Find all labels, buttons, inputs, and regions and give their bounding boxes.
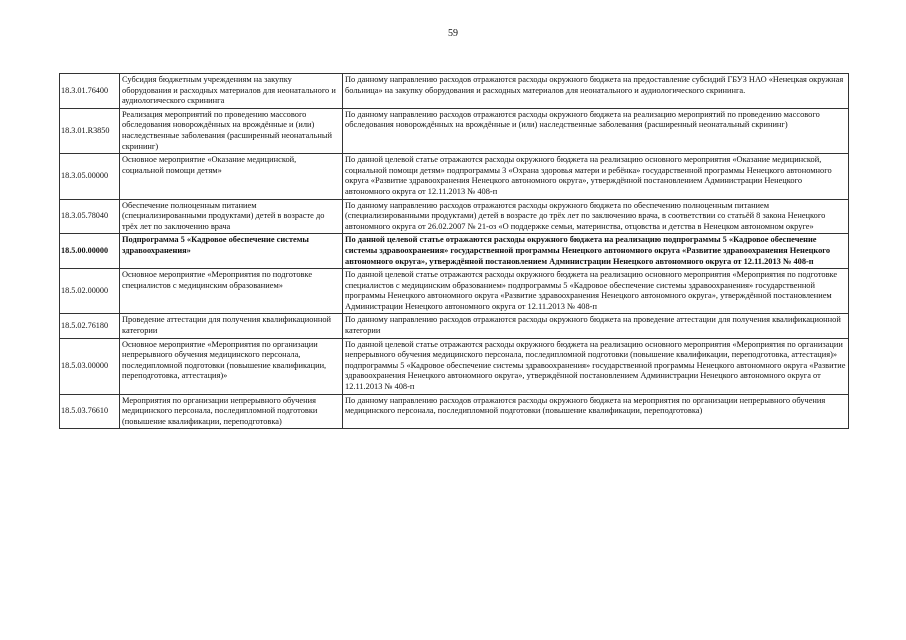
table-row <box>60 269 849 314</box>
row-code: 18.5.03.00000 <box>60 338 120 394</box>
row-description: По данной целевой статье отражаются расходы окружного бюджета на реализацию подпрограммы 5 «Кадровое обеспечение системы здравоохранения» государственной программы Ненецкого автономного округа «Развитие здравоохранения Ненецкого автономного округа», утверждённой постановлением Администрации Ненецкого автономного округа от 12.11.2013 № 408-п <box>343 234 849 269</box>
table-body <box>60 74 849 429</box>
row-name: Субсидия бюджетным учреждениям на закупку оборудования и расходных материалов для неонатального и аудиологического скрининга <box>120 74 343 109</box>
row-description: По данному направлению расходов отражаются расходы окружного бюджета по обеспечению полноценным питанием (специализированными продуктами) детей в возрасте до трёх лет по заключению врача, в соответствии со статьёй 8 закона Ненецкого автономного округа от 26.02.2007 № 21-оз «О поддержке семьи, материнства, отцовства и детства в Ненецком автономном округе» <box>343 199 849 234</box>
row-description: По данной целевой статье отражаются расходы окружного бюджета на реализацию основного мероприятия «Мероприятия по организации непрерывного обучения медицинского персонала, последипломной подготовки (повышение квалификации, переподготовка, аттестация)» подпрограммы 5 «Кадровое обеспечение системы здравоохранения» государственной программы Ненецкого автономного округа «Развитие здравоохранения Ненецкого автономного округа», утверждённой постановлением Администрации Ненецкого автономного округа от 12.11.2013 № 408-п <box>343 338 849 394</box>
row-description: По данному направлению расходов отражаются расходы окружного бюджета на проведение аттестации для получения квалификационной категории <box>343 314 849 338</box>
row-description: По данной целевой статье отражаются расходы окружного бюджета на реализацию основного мероприятия «Мероприятия по подготовке специалистов с медицинским образованием» подпрограммы 5 «Кадровое обеспечение системы здравоохранения» государственной программы Ненецкого автономного округа «Развитие здравоохранения Ненецкого автономного округа», утверждённой постановлением Администрации Ненецкого автономного округа от 12.11.2013 № 408-п <box>343 269 849 314</box>
row-description: По данному направлению расходов отражаются расходы окружного бюджета на мероприятия по организации непрерывного обучения медицинского персонала, последипломной подготовки (повышение квалификации, переподготовка) <box>343 394 849 429</box>
row-name: Проведение аттестации для получения квалификационной категории <box>120 314 343 338</box>
row-name: Основное мероприятие «Мероприятия по подготовке специалистов с медицинским образованием» <box>120 269 343 314</box>
table-row <box>60 394 849 429</box>
row-description: По данному направлению расходов отражаются расходы окружного бюджета на предоставление субсидий ГБУЗ НАО «Ненецкая окружная больница» на закупку оборудования и расходных материалов для неонатального и аудиологического скрининга. <box>343 74 849 109</box>
row-description: По данному направлению расходов отражаются расходы окружного бюджета на реализацию мероприятий по проведению массового обследования новорождённых на врождённые и (или) наследственные заболевания (расширенный неонатальный скрининг) <box>343 108 849 153</box>
row-description: По данной целевой статье отражаются расходы окружного бюджета на реализацию основного мероприятия «Оказание медицинской, социальной помощи детям» подпрограммы 3 «Охрана здоровья матери и ребёнка» государственной программы Ненецкого автономного округа «Развитие здравоохранения Ненецкого автономного округа», утверждённой постановлением Администрации Ненецкого автономного округа от 12.11.2013 № 408-п <box>343 154 849 199</box>
row-code: 18.3.05.00000 <box>60 154 120 199</box>
row-code: 18.5.03.76610 <box>60 394 120 429</box>
row-name: Основное мероприятие «Оказание медицинской, социальной помощи детям» <box>120 154 343 199</box>
row-code: 18.5.00.00000 <box>60 234 120 269</box>
row-code: 18.3.01.R3850 <box>60 108 120 153</box>
row-name: Обеспечение полноценным питанием (специализированными продуктами) детей в возрасте до трёх лет по заключению врача <box>120 199 343 234</box>
table-row <box>60 234 849 269</box>
budget-classification-table <box>59 73 849 429</box>
table-row <box>60 154 849 199</box>
table-row <box>60 74 849 109</box>
row-code: 18.5.02.00000 <box>60 269 120 314</box>
page-number: 59 <box>448 28 458 39</box>
row-name: Подпрограмма 5 «Кадровое обеспечение системы здравоохранения» <box>120 234 343 269</box>
row-code: 18.5.02.76180 <box>60 314 120 338</box>
row-name: Реализация мероприятий по проведению массового обследования новорождённых на врождённые и (или) наследственные заболевания (расширенный неонатальный скрининг) <box>120 108 343 153</box>
table-row <box>60 338 849 394</box>
table-row <box>60 199 849 234</box>
table-row <box>60 314 849 338</box>
row-name: Мероприятия по организации непрерывного обучения медицинского персонала, последипломной подготовки (повышение квалификации, переподготовка) <box>120 394 343 429</box>
table-row <box>60 108 849 153</box>
row-name: Основное мероприятие «Мероприятия по организации непрерывного обучения медицинского персонала, последипломной подготовки (повышение квалификации, переподготовка, аттестация)» <box>120 338 343 394</box>
row-code: 18.3.05.78040 <box>60 199 120 234</box>
row-code: 18.3.01.76400 <box>60 74 120 109</box>
